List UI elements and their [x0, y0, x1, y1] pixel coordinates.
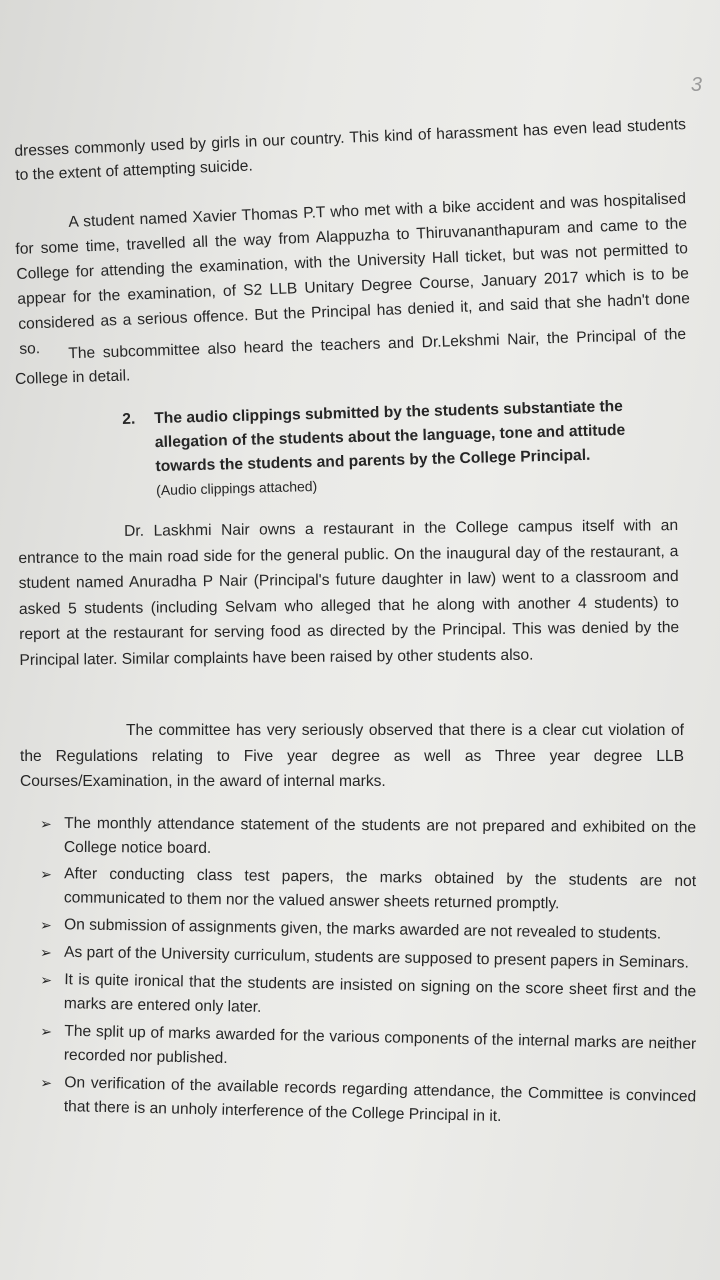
- section-title: The audio clippings submitted by the students substantiate the allegation of the students about the language, tone and attitude towards the students and parents by the College Principal.: [154, 397, 626, 476]
- paragraph-committee-observation: The committee has very seriously observed that there is a clear cut violation of the Regulations relating to Five year degree as well as Three year degree LLB Courses/Examination, in the award of internal marks.: [20, 722, 684, 790]
- list-item: ➢ It is quite ironical that the students are insisted on signing on the score sheet first and the marks are entered only later.: [40, 968, 697, 1029]
- page-number: 3: [690, 74, 702, 96]
- bullet-list: [40, 814, 696, 1130]
- section-note: (Audio clippings attached): [155, 477, 318, 499]
- arrow-bullet-icon: ➢: [39, 916, 52, 934]
- arrow-bullet-icon: ➢: [40, 1023, 53, 1040]
- list-item: ➢ As part of the University curriculum, students are supposed to present papers in Seminars.: [40, 940, 696, 975]
- paragraph-restaurant: Dr. Laskhmi Nair owns a restaurant in the College campus itself with an entrance to the main road side for the general public. On the inaugural day of the restaurant, a student named Anuradha P Nair (Principal's future daughter in law) went to a classroom and asked 5 students (including Selvam who alleged that he along with another 4 students) to report at the restaurant for serving food as directed by the Principal. This was denied by the Principal later. Similar complaints have been raised by other students also.: [18, 517, 680, 669]
- section-heading: [122, 394, 676, 502]
- arrow-bullet-icon: ➢: [40, 815, 52, 832]
- paragraph-xavier-thomas: A student named Xavier Thomas P.T who met with a bike accident and was hospitalised for some time, travelled all the way from Alappuzha to Thiruvananthapuram and came to the College for attending the examination, with the University Hall ticket, but was not permitted to appear for the examination, of S2 LLB Unitary Degree Course, January 2017 which is to be considered as a serious offence. But the Principal has denied it, and said that she hadn't done so.: [15, 190, 691, 358]
- list-item: ➢ The monthly attendance statement of the students are not prepared and exhibited on the College notice board.: [40, 812, 696, 865]
- arrow-bullet-icon: ➢: [40, 971, 53, 988]
- list-item: ➢ After conducting class test papers, the marks obtained by the students are not communicated to them nor the valued answer sheets returned promptly.: [40, 862, 697, 918]
- list-item: ➢ The split up of marks awarded for the various components of the internal marks are neither recorded nor published.: [40, 1019, 697, 1081]
- arrow-bullet-icon: ➢: [39, 944, 52, 961]
- paragraph-subcommittee: The subcommittee also heard the teachers and Dr.Lekshmi Nair, the Principal of the College in detail.: [14, 325, 687, 388]
- arrow-bullet-icon: ➢: [40, 1074, 53, 1091]
- paragraph-harassment: dresses commonly used by girls in our country. This kind of harassment has even lead students to the extent of attempting suicide.: [14, 116, 687, 184]
- list-item: ➢ On verification of the available records regarding attendance, the Committee is convinced that there is an unholy interference of the College Principal in it.: [40, 1071, 697, 1134]
- arrow-bullet-icon: ➢: [40, 865, 53, 883]
- list-item: ➢ On submission of assignments given, the marks awarded are not revealed to students.: [40, 913, 696, 947]
- section-number: 2.: [122, 410, 136, 428]
